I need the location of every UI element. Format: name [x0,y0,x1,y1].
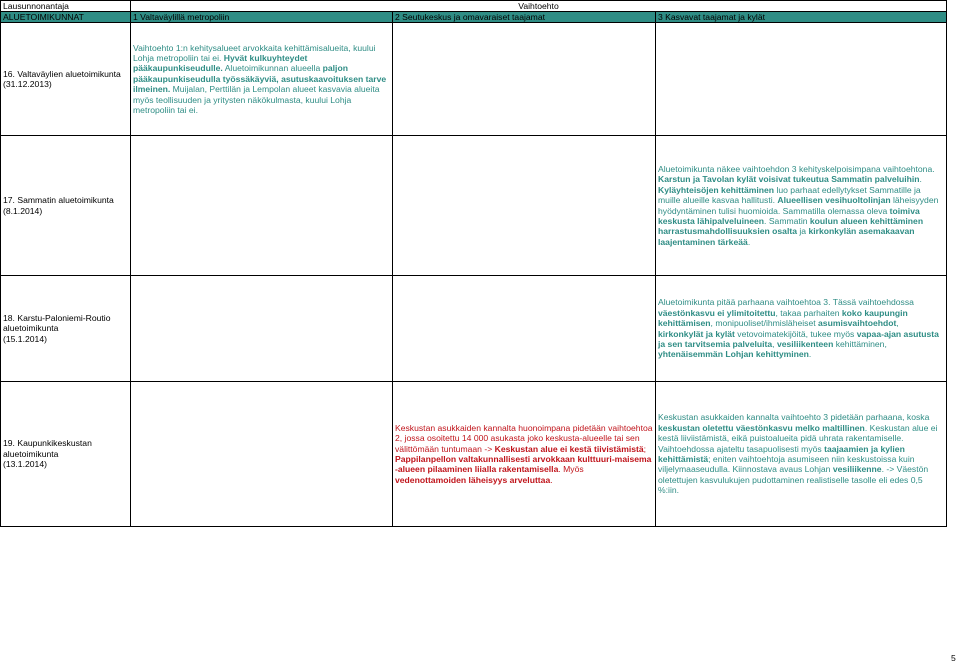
comment-text: ja [796,226,809,237]
emphasis-text: Pappilanpellon valtakunnallisesti arvokkaan kulttuuri-maisema -alueen pilaaminen liialla rakentamisella [395,454,652,475]
respondent-date: (31.12.2013) [3,79,52,89]
emphasis-text: vapaa-ajan asutusta ja sen tarvitsemia palveluita [658,328,939,349]
comment-text: ; [643,443,647,454]
respondent-date: (8.1.2014) [3,205,43,216]
option-1-comment [131,23,393,136]
emphasis-text: väestönkasvu ei ylimitoitettu [658,307,776,318]
page-number: 5 [951,653,956,663]
comment-text: . Myös [558,464,584,475]
table-row [1,276,947,382]
comment-text: . -> Väestön oletettujen kasvulukujen pudottaminen realistiselle tasolle eli edes 0,5 %:iin. [658,464,929,496]
comment-text: luo parhaat edellytykset Sammatille ja muille alueille kasvaa hallitusti. [658,184,921,206]
emphasis-text: vesiliikenne [832,464,882,475]
comment-text: kehittäminen, [833,338,887,349]
option-3-comment [656,136,947,276]
header-row-2 [1,12,947,23]
option-1-comment [131,382,393,527]
table-row [1,382,947,527]
option-2-comment [393,276,656,382]
respondent-cell [1,382,131,527]
option-2-comment [393,23,656,136]
emphasis-text: Hyvät kulkuyhteydet pääkaupunkiseudulle. [133,52,308,74]
option-2-comment [393,382,656,527]
comment-text: . [550,474,553,485]
emphasis-text: asumisvaihtoehdot [818,318,897,329]
comment-text: , monipuoliset/ihmisläheiset [710,318,819,329]
comment-text: ; eniten vaihtoehtoja asumiseen niin keskustoissa kuin viljelymaaseudulla. Kiinnostava avaus Lohjan [658,454,915,475]
respondent-name: 17. Sammatin aluetoimikunta [3,195,114,206]
comment-text: Aluetoimikunnan alueella [222,63,323,74]
option-1-comment [131,136,393,276]
comment-text: . [919,174,922,185]
comment-text: Keskustan asukkaiden kannalta huonoimpana pidetään vaihtoehtoa 2, jossa osoitettu 14 000 asukasta joko keskusta-alueelle tai sen välittömään tuntumaan -> [395,422,653,454]
comment-text: vetovoimatekijöitä, tukee myös [734,328,857,339]
comment-text: . [747,236,751,247]
emphasis-text: vesiliikenteen [776,338,834,349]
emphasis-text: Keskustan alue ei kestä tiivistämistä [494,443,644,454]
respondent-cell [1,136,131,276]
comment-text: . [808,349,812,360]
comment-text: läheisyyden hyödyntäminen tulisi huomioida. Sammatilla olemassa oleva [658,195,939,216]
emphasis-text: toimiva keskusta lähipalveluineen [658,205,920,226]
respondent-date: (13.1.2014) [3,459,47,470]
respondent-cell [1,23,131,136]
option-2-comment [393,136,656,276]
table-row [1,136,947,276]
emphasis-text: kirkonkylät ja kylät [658,328,735,339]
emphasis-text: paljon pääkaupunkiseudulla työssäkäyviä, asutuskaavoituksen tarve ilmeinen. [133,63,387,95]
emphasis-text: koko kaupungin kehittämisen [658,307,908,329]
comment-text: . Sammatin [764,215,810,226]
header-col1-sub: ALUETOIMIKUNNAT [1,12,131,23]
comment-text: Vaihtoehto 1:n kehitysalueet arvokkaita kehittämisalueita, kuului Lohja metropoliin tai ei. [133,42,376,63]
emphasis-text: keskustan oletettu väestönkasvu melko maltillinen [658,422,865,433]
table-row [1,23,947,136]
emphasis-text: yhtenäisemmän Lohjan kehittyminen [658,349,809,360]
emphasis-text: Karstun ja Tavolan kylät voisivat tukeutua Sammatin palveluihin [658,174,920,185]
comment-text: Muijalan, Perttilän ja Lempolan alueet kasvavia alueita myös teollisuuden ja yritysten näkökulmasta, kuului Lohja metropoliin tai ei. [133,84,380,116]
respondent-date: (15.1.2014) [3,333,47,344]
comment-text: Aluetoimikunta pitää parhaana vaihtoehtoa 3. Tässä vaihtoehdossa [658,297,914,308]
respondent-name: 18. Karstu-Paloniemi-Routio aluetoimikunta [3,312,111,334]
comment-text: , [772,338,777,349]
header-option-2: 2 Seutukeskus ja omavaraiset taajamat [393,12,656,23]
emphasis-text: koulun alueen kehittäminen harrastusmahdollisuuksien osalta [658,215,924,237]
respondent-name: 19. Kaupunkikeskustan aluetoimikunta [3,438,92,459]
header-col1-title: Lausunnonantaja [1,1,131,12]
option-3-comment [656,23,947,136]
comment-text: Aluetoimikunta näkee vaihtoehdon 3 kehityskelpoisimpana vaihtoehtona. [658,163,935,174]
emphasis-text: Alueellisen vesihuoltolinjan [777,195,891,206]
header-option-1: 1 Valtaväylillä metropoliin [131,12,393,23]
respondent-cell [1,276,131,382]
comment-text: . Keskustan alue ei kestä liiviistämistä, eikä puistoalueita pidä uhrata rakentamiselle. Vaihtoehdossa ajateltu tasapuolisesti myös [658,422,938,454]
emphasis-text: vedenottamoiden läheisyys arveluttaa [395,474,551,485]
option-1-comment [131,276,393,382]
emphasis-text: Kyläyhteisöjen kehittäminen [658,184,775,195]
comment-text: Keskustan asukkaiden kannalta vaihtoehto 3 pidetään parhaana, koska [658,412,930,423]
emphasis-text: taajaamien ja kylien kehittämistä [658,443,905,464]
comment-text: , takaa parhaiten [775,307,842,318]
header-row-1 [1,1,947,12]
comment-text: , [896,318,899,329]
emphasis-text: kirkonkylän asemakaavan laajentaminen tärkeää [658,226,915,247]
header-option-3: 3 Kasvavat taajamat ja kylät [656,12,947,23]
header-option-span-title: Vaihtoehto [131,1,947,12]
option-3-comment [656,382,947,527]
respondent-name: 16. Valtaväylien aluetoimikunta [3,68,121,79]
option-3-comment [656,276,947,382]
